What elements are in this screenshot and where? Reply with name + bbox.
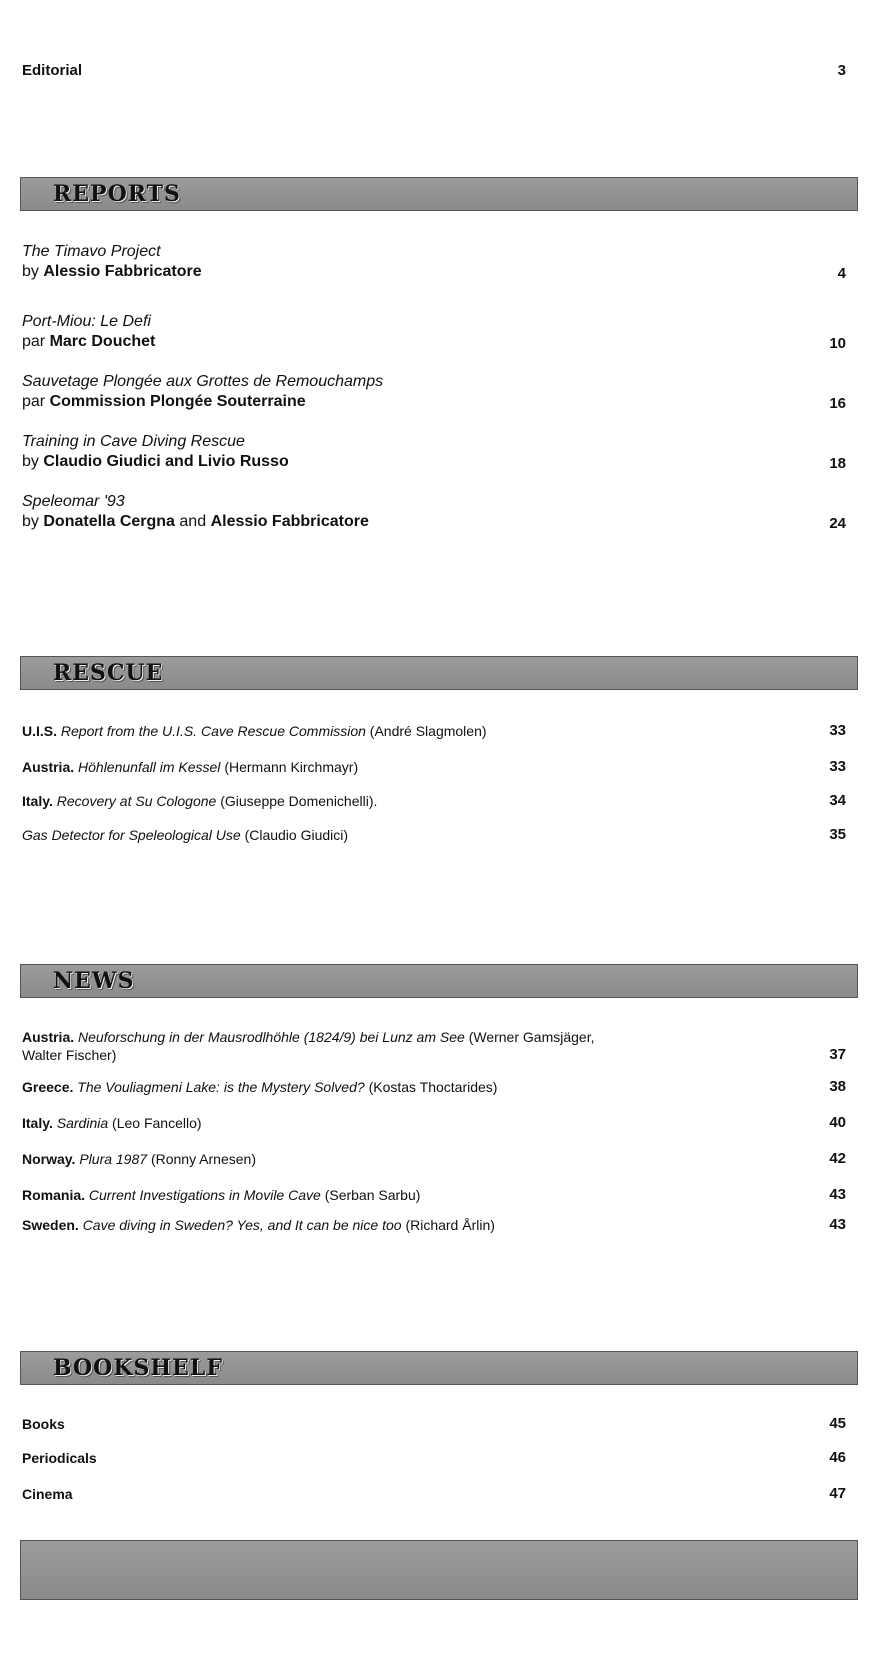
page-number: 37 <box>829 1046 846 1063</box>
toc-entry <box>22 1415 846 1433</box>
toc-entry <box>22 758 846 776</box>
toc-entry <box>22 432 846 472</box>
entry-label: Cinema <box>22 1486 73 1502</box>
entry-title: Cave diving in Sweden? Yes, and It can be nice too <box>82 1217 402 1233</box>
entry-author: (Leo Fancello) <box>112 1115 202 1131</box>
empty-section-band <box>20 1540 858 1600</box>
entry-country: U.I.S. <box>22 723 58 739</box>
page-number: 35 <box>829 826 846 843</box>
toc-entry <box>22 792 846 810</box>
rescue-section-header <box>20 656 858 690</box>
page-number: 43 <box>829 1216 846 1233</box>
entry-prefix: par <box>22 333 46 350</box>
entry-author: (Claudio Giudici) <box>244 827 349 843</box>
toc-entry <box>22 312 846 352</box>
toc-entry <box>22 1150 846 1168</box>
page-number: 10 <box>829 335 846 352</box>
entry-conjunction: and <box>179 513 207 530</box>
entry-author: (Werner Gamsjäger, <box>468 1029 595 1045</box>
entry-author: (Richard Årlin) <box>405 1217 495 1233</box>
page-number: 33 <box>829 758 846 775</box>
entry-author: Donatella Cergna <box>43 513 175 530</box>
entry-prefix: by <box>22 453 39 470</box>
entry-prefix: par <box>22 393 46 410</box>
entry-title: Sauvetage Plongée aux Grottes de Remouchamps <box>22 373 384 390</box>
page-number: 18 <box>829 455 846 472</box>
entry-title: Höhlenunfall im Kessel <box>78 759 221 775</box>
entry-author: (Hermann Kirchmayr) <box>224 759 359 775</box>
entry-title: Speleomar '93 <box>22 493 125 510</box>
page-number: 38 <box>829 1078 846 1095</box>
editorial-label: Editorial <box>22 62 83 79</box>
entry-title: Gas Detector for Speleological Use <box>22 827 241 843</box>
entry-country: Austria. <box>22 759 75 775</box>
toc-entry <box>22 242 846 282</box>
entry-country: Sweden. <box>22 1217 79 1233</box>
page-number: 43 <box>829 1186 846 1203</box>
section-title: BOOKSHELF <box>53 1355 223 1381</box>
bookshelf-section-header <box>20 1351 858 1385</box>
page-number: 46 <box>829 1449 846 1466</box>
section-title: REPORTS <box>53 181 181 207</box>
entry-prefix: by <box>22 513 39 530</box>
entry-author: (Ronny Arnesen) <box>150 1151 256 1167</box>
page-number: 3 <box>837 62 846 79</box>
toc-entry <box>22 722 846 740</box>
entry-label: Books <box>22 1416 65 1432</box>
section-title: RESCUE <box>53 660 164 686</box>
toc-entry <box>22 1485 846 1503</box>
entry-prefix: by <box>22 263 39 280</box>
entry-title: The Vouliagmeni Lake: is the Mystery Solved? <box>77 1079 365 1095</box>
page-number: 24 <box>829 515 846 532</box>
entry-author-2: Alessio Fabbricatore <box>210 513 369 530</box>
entry-author: (André Slagmolen) <box>369 723 487 739</box>
page-number: 47 <box>829 1485 846 1502</box>
entry-country: Greece. <box>22 1079 74 1095</box>
toc-entry <box>22 1216 846 1234</box>
reports-section-header <box>20 177 858 211</box>
editorial-entry <box>22 62 846 79</box>
entry-title: Neuforschung in der Mausrodlhöhle (1824/9) bei Lunz am See <box>78 1029 465 1045</box>
entry-author: Alessio Fabbricatore <box>43 263 202 280</box>
page-number: 33 <box>829 722 846 739</box>
entry-title: Sardinia <box>56 1115 109 1131</box>
entry-author: (Serban Sarbu) <box>324 1187 421 1203</box>
entry-title: Recovery at Su Cologone <box>56 793 217 809</box>
entry-title: Report from the U.I.S. Cave Rescue Commission <box>60 723 366 739</box>
page-number: 16 <box>829 395 846 412</box>
section-title: NEWS <box>53 968 135 994</box>
toc-entry <box>22 492 846 532</box>
entry-author: (Kostas Thoctarides) <box>368 1079 498 1095</box>
entry-author: Claudio Giudici and Livio Russo <box>43 453 289 470</box>
toc-entry <box>22 1078 846 1096</box>
toc-entry <box>22 1114 846 1132</box>
entry-title: The Timavo Project <box>22 243 161 260</box>
entry-country: Norway. <box>22 1151 76 1167</box>
entry-country: Austria. <box>22 1029 75 1045</box>
entry-title: Port-Miou: Le Defi <box>22 313 151 330</box>
entry-country: Romania. <box>22 1187 86 1203</box>
entry-title: Current Investigations in Movile Cave <box>88 1187 321 1203</box>
page-number: 40 <box>829 1114 846 1131</box>
entry-label: Periodicals <box>22 1450 97 1466</box>
news-section-header <box>20 964 858 998</box>
entry-title: Training in Cave Diving Rescue <box>22 433 245 450</box>
page-number: 42 <box>829 1150 846 1167</box>
page-number: 4 <box>837 265 846 282</box>
toc-entry <box>22 1186 846 1204</box>
entry-author: Marc Douchet <box>49 333 156 350</box>
entry-author: Commission Plongée Souterraine <box>49 393 306 410</box>
entry-author-cont: Walter Fischer) <box>22 1047 117 1063</box>
page-number: 45 <box>829 1415 846 1432</box>
entry-author: (Giuseppe Domenichelli). <box>220 793 378 809</box>
toc-entry <box>22 1449 846 1467</box>
page-number: 34 <box>829 792 846 809</box>
entry-country: Italy. <box>22 793 53 809</box>
entry-title: Plura 1987 <box>79 1151 148 1167</box>
toc-entry <box>22 826 846 844</box>
toc-entry <box>22 372 846 412</box>
entry-country: Italy. <box>22 1115 53 1131</box>
toc-entry <box>22 1028 846 1064</box>
